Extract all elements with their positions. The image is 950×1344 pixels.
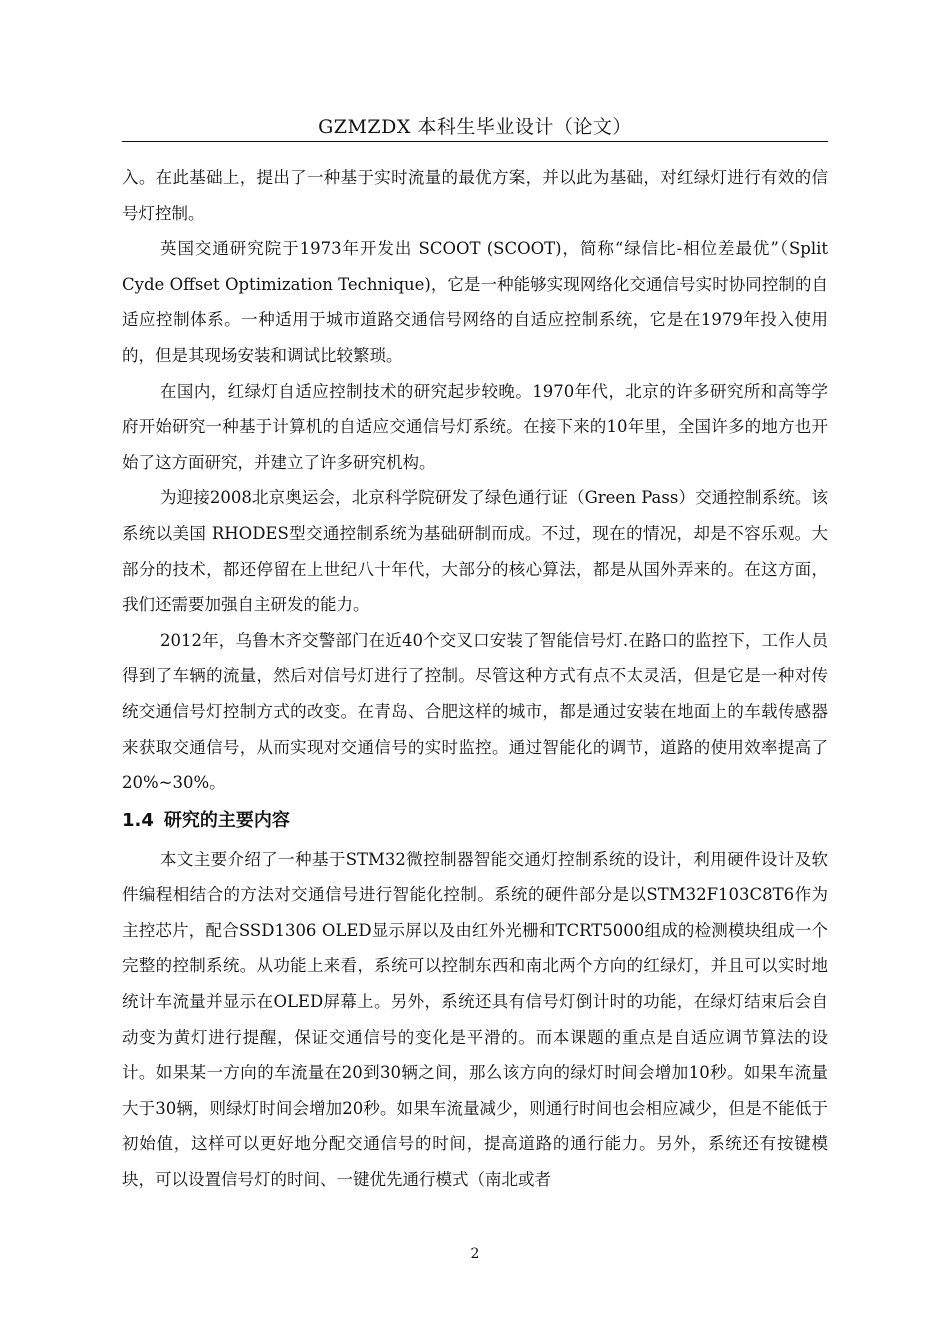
page-header-title: GZMZDX 本科生毕业设计（论文） xyxy=(318,116,632,138)
page-body xyxy=(122,160,828,1198)
section-heading xyxy=(122,803,828,839)
paragraph-green-pass: 为迎接2008北京奥运会，北京科学院研发了绿色通行证（Green Pass）交通控制系统。该系统以美国 RHODES型交通控制系统为基础研制而成。不过，现在的情况，却是不容乐观。大部分的技术，都还停留在上世纪八十年代，大部分的核心算法，都是从国外弄来的。在这方面，我们还需要加强自主研发的能力。 xyxy=(122,488,828,615)
page-number: 2 xyxy=(470,1246,480,1262)
paragraph-main-content: 本文主要介绍了一种基于STM32微控制器智能交通灯控制系统的设计，利用硬件设计及软件编程相结合的方法对交通信号进行智能化控制。系统的硬件部分是以STM32F103C8T6作为主控芯片，配合SSD1306 OLED显示屏以及由红外光栅和TCRT5000组成的检测模块组成一个完整的控制系统。从功能上来看，系统可以控制东西和南北两个方向的红绿灯，并且可以实时地统计车流量并显示在OLED屏幕上。另外，系统还具有信号灯倒计时的功能，在绿灯结束后会自动变为黄灯进行提醒，保证交通信号的变化是平滑的。而本课题的重点是自适应调节算法的设计。如果某一方向的车流量在20到30辆之间，那么该方向的绿灯时间会增加10秒。如果车流量大于30辆，则绿灯时间会增加20秒。如果车流量减少，则通行时间也会相应减少，但是不能低于初始值，这样可以更好地分配交通信号的时间，提高道路的通行能力。另外，系统还有按键模块，可以设置信号灯的时间、一键优先通行模式（南北或者 xyxy=(122,849,828,1190)
paragraph-scoot: 英国交通研究院于1973年开发出 SCOOT (SCOOT)，简称“绿信比-相位差最优”（Split Cyde Offset Optimization Technique)，它是一种能够实现网络化交通信号实时协同控制的自适应控制体系。一种适用于城市道路交通信号网络的自适应控制系统，它是在1979年投入使用的，但是其现场安装和调试比较繁琐。 xyxy=(122,239,828,365)
paragraph-urumqi: 2012年，乌鲁木齐交警部门在近40个交叉口安装了智能信号灯.在路口的监控下，工作人员得到了车辆的流量，然后对信号灯进行了控制。尽管这种方式有点不太灵活，但是它是一种对传统交通信号灯控制方式的改变。在青岛、合肥这样的城市，都是通过安装在地面上的车载传感器来获取交通信号，从而实现对交通信号的实时监控。通过智能化的调节，道路的使用效率提高了20%~30%。 xyxy=(122,630,828,793)
section-title: 研究的主要内容 xyxy=(163,809,290,831)
paragraph-domestic-research: 在国内，红绿灯自适应控制技术的研究起步较晚。1970年代，北京的许多研究所和高等学府开始研究一种基于计算机的自适应交通信号灯系统。在接下来的10年里，全国许多的地方也开始了这方面研究，并建立了许多研究机构。 xyxy=(122,381,828,472)
header-divider xyxy=(122,141,828,142)
section-number: 1.4 xyxy=(122,809,154,831)
paragraph-continuation: 入。在此基础上，提出了一种基于实时流量的最优方案，并以此为基础，对红绿灯进行有效的信号灯控制。 xyxy=(122,168,828,223)
